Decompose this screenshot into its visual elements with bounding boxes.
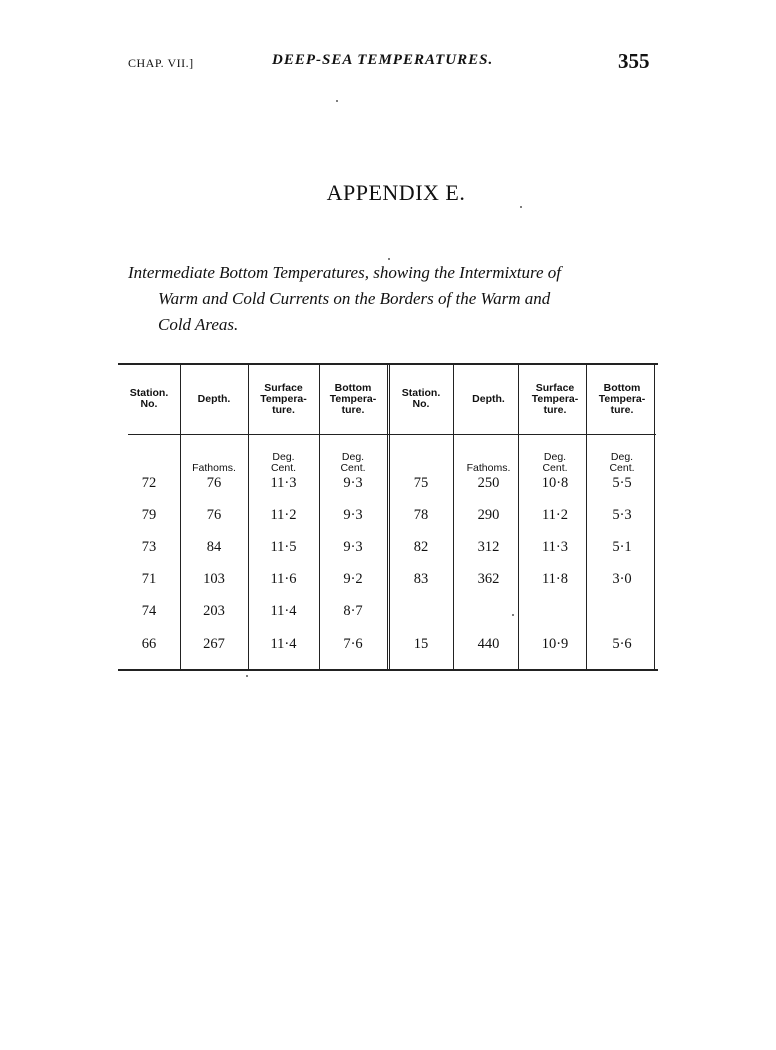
page-number: 355 [618,49,650,73]
print-speck [520,206,522,208]
print-speck [336,100,338,102]
cell-depth: 290 [477,507,500,523]
cell-station-no: 82 [413,539,429,555]
cell-station-no: 66 [141,636,157,652]
cell-surface-temperature: 11·5 [270,539,297,555]
cell-station-no: 71 [141,571,157,587]
header-bottom-temperature: Bottom Tempera- ture. [329,381,377,416]
header-bottom-temperature: Bottom Tempera- ture. [598,381,646,416]
unit-depth: Fathoms. [192,462,236,474]
cell-bottom-temperature: 9·3 [343,539,363,555]
cell-surface-temperature: 11·2 [270,507,297,523]
caption-line: Cold Areas. [158,315,239,334]
cell-surface-temperature: 11·2 [541,507,569,523]
cell-depth: 362 [477,571,500,587]
cell-bottom-temperature: 9·3 [343,475,363,491]
cell-depth: 440 [477,636,500,652]
header-depth: Depth. [197,392,231,405]
cell-station-no [387,601,455,621]
unit-bottom-temperature: Deg. Cent. [609,451,635,474]
cell-station-no: 78 [413,507,429,523]
cell-bottom-temperature: 7·6 [343,636,363,652]
cell-depth: 103 [203,571,225,587]
header-depth: Depth. [472,392,505,405]
cell-surface-temperature: 11·4 [270,603,297,619]
caption-line: Intermediate Bottom Temperatures, showing the Intermixture of [128,263,561,282]
unit-surface-temperature: Deg. Cent. [270,451,297,474]
cell-depth: 203 [203,603,225,619]
running-head [0,49,776,74]
table-bottom-rule [118,669,658,671]
cell-depth [455,601,522,621]
cell-depth: 312 [477,539,500,555]
cell-depth: 76 [206,507,222,523]
unit-surface-temperature: Deg. Cent. [542,451,568,474]
cell-station-no: 75 [413,475,429,491]
print-speck [388,258,390,260]
cell-station-no: 15 [413,636,429,652]
caption-line: Warm and Cold Currents on the Borders of the Warm and [158,289,551,308]
header-surface-temperature: Surface Tempera- ture. [260,381,307,416]
cell-surface-temperature: 10·8 [541,475,569,491]
unit-bottom-temperature: Deg. Cent. [340,451,366,474]
cell-bottom-temperature: 5·6 [612,636,632,652]
header-surface-temperature: Surface Tempera- ture. [531,381,579,416]
cell-surface-temperature: 11·3 [541,539,569,555]
cell-station-no: 74 [141,603,157,619]
table-caption [128,260,668,338]
cell-bottom-temperature: 5·1 [612,539,632,555]
print-speck [512,614,514,616]
cell-bottom-temperature: 5·3 [612,507,632,523]
header-station-no: Station. No. [401,387,441,410]
cell-station-no: 83 [413,571,429,587]
cell-depth: 84 [206,539,222,555]
cell-surface-temperature: 11·6 [270,571,297,587]
header-rule [128,434,656,435]
cell-bottom-temperature [588,601,656,621]
appendix-title-text: APPENDIX E. [326,180,466,205]
cell-bottom-temperature: 8·7 [343,603,363,619]
temperature-table [118,363,658,673]
appendix-title [0,180,776,206]
cell-surface-temperature: 10·9 [541,636,569,652]
cell-bottom-temperature: 9·3 [343,507,363,523]
cell-surface-temperature: 11·3 [270,475,297,491]
print-speck [246,675,248,677]
cell-depth: 76 [206,475,222,491]
cell-bottom-temperature: 5·5 [612,475,632,491]
cell-surface-temperature [522,601,588,621]
chapter-label: CHAP. VII.] [128,56,194,70]
cell-bottom-temperature: 3·0 [612,571,632,587]
cell-bottom-temperature: 9·2 [343,571,363,587]
cell-depth: 250 [477,475,500,491]
cell-surface-temperature: 11·4 [270,636,297,652]
cell-station-no: 79 [141,507,157,523]
header-station-no: Station. No. [129,387,169,410]
cell-depth: 267 [203,636,225,652]
unit-depth: Fathoms. [466,462,511,474]
cell-station-no: 73 [141,539,157,555]
cell-station-no: 72 [141,475,157,491]
running-title: DEEP-SEA TEMPERATURES. [272,52,494,68]
cell-surface-temperature: 11·8 [541,571,569,587]
